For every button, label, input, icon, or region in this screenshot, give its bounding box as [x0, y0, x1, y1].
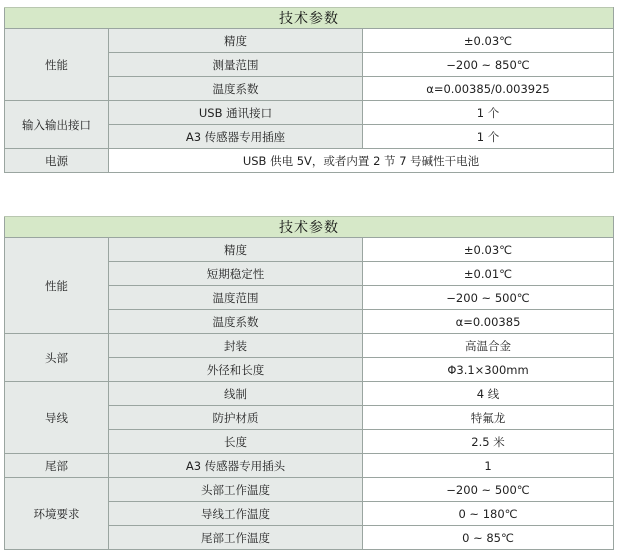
param-value: ±0.03℃ — [363, 238, 614, 262]
table-title: 技术参数 — [5, 8, 614, 29]
param-name: 尾部工作温度 — [109, 526, 363, 550]
category-head: 头部 — [5, 334, 109, 382]
param-name: 外径和长度 — [109, 358, 363, 382]
param-value: Φ3.1×300mm — [363, 358, 614, 382]
param-name: 温度系数 — [109, 310, 363, 334]
param-name: 测量范围 — [109, 53, 363, 77]
category-environment: 环境要求 — [5, 478, 109, 550]
power-value: USB 供电 5V，或者内置 2 节 7 号碱性干电池 — [109, 149, 614, 173]
param-value: 特氟龙 — [363, 406, 614, 430]
param-value: 1 个 — [363, 125, 614, 149]
param-name: 短期稳定性 — [109, 262, 363, 286]
param-name: USB 通讯接口 — [109, 101, 363, 125]
param-value: ±0.03℃ — [363, 29, 614, 53]
param-value: ±0.01℃ — [363, 262, 614, 286]
param-name: 封装 — [109, 334, 363, 358]
param-name: 防护材质 — [109, 406, 363, 430]
param-name: 温度系数 — [109, 77, 363, 101]
spec-table-2 — [4, 216, 614, 550]
category-performance: 性能 — [5, 29, 109, 101]
category-tail: 尾部 — [5, 454, 109, 478]
param-value: 2.5 米 — [363, 430, 614, 454]
param-name: 长度 — [109, 430, 363, 454]
param-name: A3 传感器专用插头 — [109, 454, 363, 478]
param-name: A3 传感器专用插座 — [109, 125, 363, 149]
param-value: 4 线 — [363, 382, 614, 406]
param-value: 0 ~ 85℃ — [363, 526, 614, 550]
param-value: 1 — [363, 454, 614, 478]
category-io: 输入输出接口 — [5, 101, 109, 149]
param-name: 精度 — [109, 29, 363, 53]
table-title: 技术参数 — [5, 217, 614, 238]
category-power: 电源 — [5, 149, 109, 173]
param-value: −200 ~ 850℃ — [363, 53, 614, 77]
param-value: 高温合金 — [363, 334, 614, 358]
param-name: 线制 — [109, 382, 363, 406]
param-value: −200 ~ 500℃ — [363, 286, 614, 310]
param-name: 导线工作温度 — [109, 502, 363, 526]
spec-table-1 — [4, 7, 614, 173]
param-name: 温度范围 — [109, 286, 363, 310]
param-value: α=0.00385/0.003925 — [363, 77, 614, 101]
param-value: 0 ~ 180℃ — [363, 502, 614, 526]
category-wire: 导线 — [5, 382, 109, 454]
param-value: −200 ~ 500℃ — [363, 478, 614, 502]
param-value: α=0.00385 — [363, 310, 614, 334]
param-name: 头部工作温度 — [109, 478, 363, 502]
category-performance: 性能 — [5, 238, 109, 334]
param-value: 1 个 — [363, 101, 614, 125]
param-name: 精度 — [109, 238, 363, 262]
